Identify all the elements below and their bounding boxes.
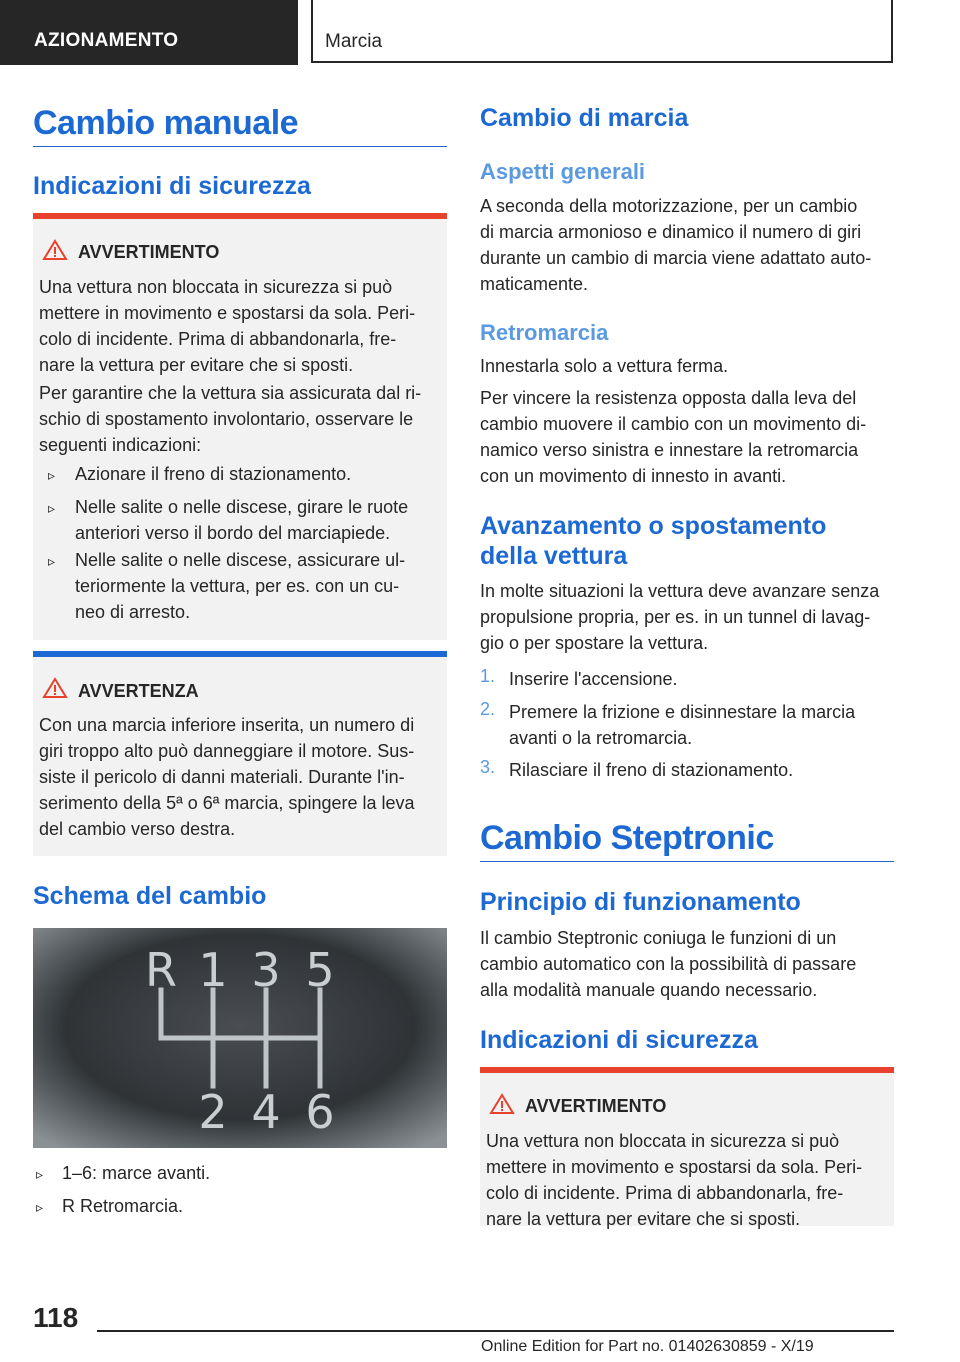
footer-edition: Online Edition for Part no. 01402630859 - X/19 (481, 1338, 814, 1355)
warning-label: AVVERTIMENTO (525, 1096, 667, 1116)
paragraph-line: Per vincere la resistenza opposta dalla leva del (480, 388, 857, 408)
list-item: anteriori verso il bordo del marciapiede. (75, 523, 391, 543)
step-text: Inserire l'accensione. (509, 669, 678, 689)
title-rule (33, 146, 447, 147)
gear-label-1: 1 (198, 943, 228, 997)
schema-heading: Schema del cambio (33, 882, 267, 910)
section-title-cambio-di-marcia: Cambio di marcia (480, 104, 689, 132)
step-text: Premere la frizione e disinnestare la marcia (509, 702, 856, 722)
list-item: neo di arresto. (75, 602, 191, 622)
general-heading: Aspetti generali (480, 159, 646, 184)
paragraph-line: In molte situazioni la vettura deve avanzare senza (480, 581, 880, 601)
list-item: teriormente la vettura, per es. con un cu- (75, 576, 400, 596)
gear-label-2: 2 (198, 1085, 228, 1139)
warning-line: colo di incidente. Prima di abbandonarla, fre- (39, 329, 397, 349)
list-item: Azionare il freno di stazionamento. (75, 464, 352, 484)
gear-label-3: 3 (251, 943, 281, 997)
warning-line: nare la vettura per evitare che si sposti. (486, 1209, 801, 1229)
warning-line: colo di incidente. Prima di abbandonarla, fre- (486, 1183, 844, 1203)
bullet-triangle-icon: ▹ (48, 500, 56, 516)
bullet-triangle-icon: ▹ (48, 467, 56, 483)
bullet-triangle-icon: ▹ (48, 553, 56, 569)
advance-heading: Avanzamento o spostamento (480, 512, 827, 540)
step-text: Rilasciare il freno di stazionamento. (509, 760, 794, 780)
notice-label: AVVERTENZA (78, 681, 199, 701)
list-item: R Retromarcia. (62, 1196, 184, 1216)
footer-rule (97, 1330, 894, 1332)
header-section-label: AZIONAMENTO (34, 30, 179, 51)
notice-line: serimento della 5ª o 6ª marcia, spingere la leva (39, 793, 415, 813)
intro-line: seguenti indicazioni: (39, 435, 202, 455)
paragraph-line: alla modalità manuale quando necessario. (480, 980, 818, 1000)
paragraph-line: gio o per spostare la vettura. (480, 633, 709, 653)
warning-triangle-icon (42, 239, 68, 261)
warning-line: nare la vettura per evitare che si sposti. (39, 355, 354, 375)
header-title-frame (311, 0, 893, 63)
paragraph-line: maticamente. (480, 274, 589, 294)
warning-label: AVVERTIMENTO (78, 242, 220, 262)
safety-heading: Indicazioni di sicurezza (33, 172, 311, 200)
paragraph-line: Innestarla solo a vettura ferma. (480, 356, 729, 376)
paragraph-line: con un movimento di innesto in avanti. (480, 466, 787, 486)
warning-line: mettere in movimento e spostarsi da sola. Peri- (486, 1157, 863, 1177)
step-number: 3. (480, 757, 496, 777)
intro-line: Per garantire che la vettura sia assicurata dal ri- (39, 383, 422, 403)
page-title: Cambio manuale (33, 104, 299, 142)
paragraph-line: durante un cambio di marcia viene adattato auto- (480, 248, 872, 268)
warning-triangle-icon (489, 1093, 515, 1115)
paragraph-line: cambio muovere il cambio con un movimento di- (480, 414, 867, 434)
warning-line: mettere in movimento e spostarsi da sola. Peri- (39, 303, 416, 323)
list-item: Nelle salite o nelle discese, assicurare ul- (75, 550, 406, 570)
warning-line: Una vettura non bloccata in sicurezza si può (486, 1131, 840, 1151)
list-item: Nelle salite o nelle discese, girare le ruote (75, 497, 409, 517)
gear-label-r: R (145, 943, 177, 997)
title-rule (480, 861, 894, 862)
paragraph-line: propulsione propria, per es. in un tunnel di lavag- (480, 607, 871, 627)
paragraph-line: Il cambio Steptronic coniuga le funzioni di un (480, 928, 837, 948)
gear-label-4: 4 (251, 1085, 281, 1139)
bullet-triangle-icon: ▹ (36, 1199, 44, 1215)
list-item: 1–6: marce avanti. (62, 1163, 211, 1183)
paragraph-line: di marcia armonioso e dinamico il numero di giri (480, 222, 862, 242)
paragraph-line: namico verso sinistra e innestare la retromarcia (480, 440, 859, 460)
advance-heading: della vettura (480, 542, 628, 570)
gear-label-5: 5 (305, 943, 335, 997)
step-number: 2. (480, 699, 496, 719)
bullet-triangle-icon: ▹ (36, 1166, 44, 1182)
warning-triangle-icon (42, 677, 68, 699)
warning-line: Una vettura non bloccata in sicurezza si può (39, 277, 393, 297)
steptronic-title: Cambio Steptronic (480, 819, 774, 857)
notice-line: Con una marcia inferiore inserita, un numero di (39, 715, 415, 735)
step-number: 1. (480, 666, 496, 686)
step-text: avanti o la retromarcia. (509, 728, 693, 748)
page-number: 118 (33, 1302, 79, 1333)
notice-line: siste il pericolo di danni materiali. Durante l'in- (39, 767, 405, 787)
paragraph-line: A seconda della motorizzazione, per un cambio (480, 196, 858, 216)
paragraph-line: cambio automatico con la possibilità di passare (480, 954, 857, 974)
gear-shift-pattern-image (33, 928, 447, 1148)
gear-label-6: 6 (305, 1085, 335, 1139)
principle-heading: Principio di funzionamento (480, 888, 801, 916)
notice-line: giri troppo alto può danneggiare il motore. Sus- (39, 741, 415, 761)
safety-heading: Indicazioni di sicurezza (480, 1026, 758, 1054)
header-title: Marcia (325, 31, 383, 52)
intro-line: schio di spostamento involontario, osservare le (39, 409, 414, 429)
notice-line: del cambio verso destra. (39, 819, 236, 839)
reverse-heading: Retromarcia (480, 320, 609, 345)
